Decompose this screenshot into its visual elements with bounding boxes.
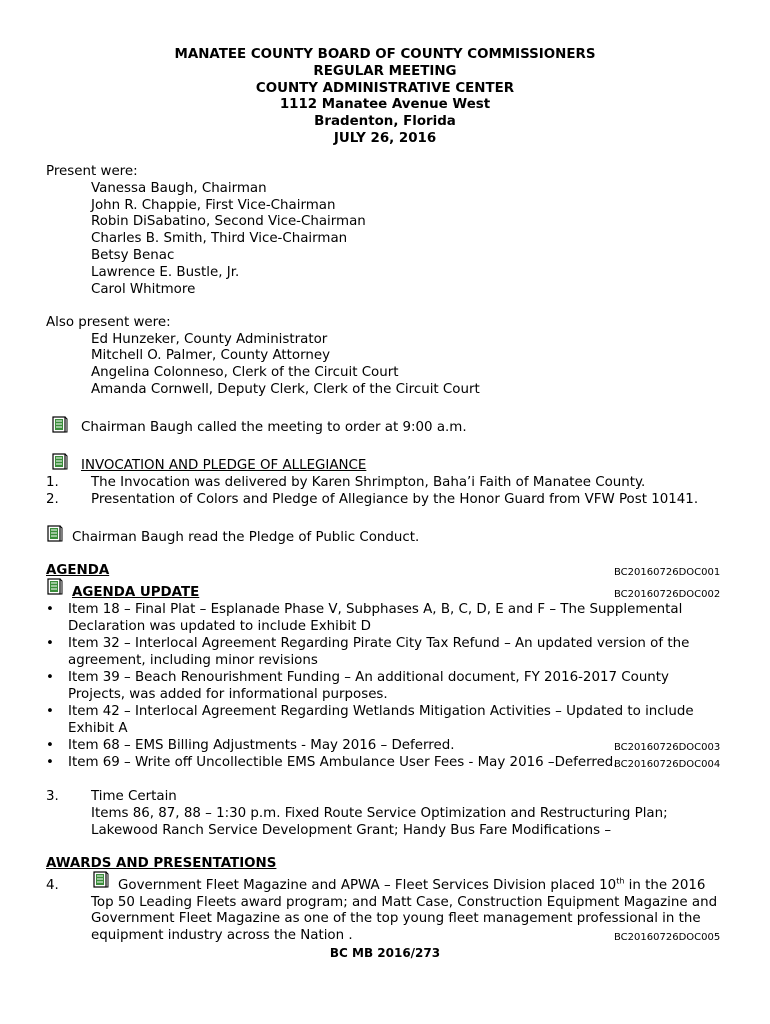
invocation-item-text: Presentation of Colors and Pledge of Allegiance by the Honor Guard from VFW Post 10141. (91, 492, 699, 507)
agenda-update-item: Item 18 – Final Plat – Esplanade Phase V, Subphases A, B, C, D, E and F – The Supplemental (68, 602, 683, 617)
awards-text: equipment industry across the Nation . (91, 928, 353, 943)
agenda-update-item: Item 32 – Interlocal Agreement Regarding Pirate City Tax Refund – An updated version of the (68, 636, 690, 651)
bullet: • (46, 602, 54, 617)
agenda-update-heading: AGENDA UPDATE (72, 585, 200, 600)
awards-text: Top 50 Leading Fleets award program; and Matt Case, Construction Equipment Magazine and (91, 895, 718, 910)
header-location: COUNTY ADMINISTRATIVE CENTER (255, 81, 515, 96)
document-code[interactable]: BC20160726DOC003 (614, 742, 721, 753)
agenda-update-item: Item 42 – Interlocal Agreement Regarding Wetlands Mitigation Activities – Updated to include (68, 704, 694, 719)
document-code[interactable]: BC20160726DOC004 (614, 759, 721, 770)
invocation-item-number: 1. (46, 475, 59, 490)
agenda-update-item-cont: Projects, was added for informational purposes. (68, 687, 388, 702)
present-member: Betsy Benac (91, 248, 175, 263)
bullet: • (46, 755, 54, 770)
invocation-heading: INVOCATION AND PLEDGE OF ALLEGIANCE (81, 458, 367, 473)
agenda-update-item: Item 69 – Write off Uncollectible EMS Ambulance User Fees - May 2016 –Deferred. (68, 755, 618, 770)
document-link-icon[interactable] (47, 578, 63, 595)
call-to-order-text: Chairman Baugh called the meeting to order at 9:00 a.m. (81, 420, 467, 435)
header-meeting-type: REGULAR MEETING (313, 64, 457, 79)
also-present-member: Amanda Cornwell, Deputy Clerk, Clerk of the Circuit Court (91, 382, 480, 397)
agenda-update-item-cont: agreement, including minor revisions (68, 653, 318, 668)
ordinal-suffix: th (616, 876, 625, 886)
bullet: • (46, 670, 54, 685)
document-code[interactable]: BC20160726DOC002 (614, 589, 721, 600)
also-present-member: Angelina Colonneso, Clerk of the Circuit Court (91, 365, 399, 380)
document-link-icon[interactable] (47, 525, 63, 542)
awards-heading: AWARDS AND PRESENTATIONS (46, 856, 277, 871)
bullet: • (46, 738, 54, 753)
page-footer: BC MB 2016/273 (329, 946, 441, 960)
awards-item-number: 4. (46, 878, 59, 893)
pledge-conduct-text: Chairman Baugh read the Pledge of Public Conduct. (72, 530, 420, 545)
header-address: 1112 Manatee Avenue West (279, 97, 491, 112)
time-certain-text: Items 86, 87, 88 – 1:30 p.m. Fixed Route Service Optimization and Restructuring Plan; (91, 806, 668, 821)
time-certain-text: Lakewood Ranch Service Development Grant; Handy Bus Fare Modifications – (91, 823, 612, 838)
document-link-icon[interactable] (52, 416, 68, 433)
document-code[interactable]: BC20160726DOC005 (614, 932, 721, 943)
agenda-update-item-cont: Exhibit A (68, 721, 128, 736)
present-member: John R. Chappie, First Vice-Chairman (91, 198, 336, 213)
invocation-item-text: The Invocation was delivered by Karen Shrimpton, Baha’i Faith of Manatee County. (91, 475, 646, 490)
awards-text: Government Fleet Magazine as one of the top young fleet management professional in the (91, 911, 701, 926)
also-present-member: Mitchell O. Palmer, County Attorney (91, 348, 331, 363)
bullet: • (46, 704, 54, 719)
document-link-icon[interactable] (52, 453, 68, 470)
document-code[interactable]: BC20160726DOC001 (614, 567, 721, 578)
document-link-icon[interactable] (93, 871, 109, 888)
agenda-update-item: Item 68 – EMS Billing Adjustments - May 2016 – Deferred. (68, 738, 455, 753)
time-certain-title: Time Certain (91, 789, 177, 804)
header-title: MANATEE COUNTY BOARD OF COUNTY COMMISSIONERS (174, 47, 596, 62)
bullet: • (46, 636, 54, 651)
present-member: Charles B. Smith, Third Vice-Chairman (91, 231, 348, 246)
agenda-heading: AGENDA (46, 563, 110, 578)
also-present-label: Also present were: (46, 315, 171, 330)
agenda-update-item-cont: Declaration was updated to include Exhibit D (68, 619, 371, 634)
time-certain-number: 3. (46, 789, 59, 804)
also-present-member: Ed Hunzeker, County Administrator (91, 332, 328, 347)
invocation-item-number: 2. (46, 492, 59, 507)
present-member: Robin DiSabatino, Second Vice-Chairman (91, 214, 366, 229)
agenda-update-item: Item 39 – Beach Renourishment Funding – An additional document, FY 2016-2017 County (68, 670, 669, 685)
header-date: JULY 26, 2016 (333, 131, 437, 146)
present-member: Carol Whitmore (91, 282, 196, 297)
present-member: Lawrence E. Bustle, Jr. (91, 265, 240, 280)
header-city: Bradenton, Florida (314, 114, 456, 129)
present-member: Vanessa Baugh, Chairman (91, 181, 267, 196)
awards-text: Government Fleet Magazine and APWA – Fleet Services Division placed 10th in the 2016 (118, 876, 706, 893)
present-label: Present were: (46, 164, 138, 179)
